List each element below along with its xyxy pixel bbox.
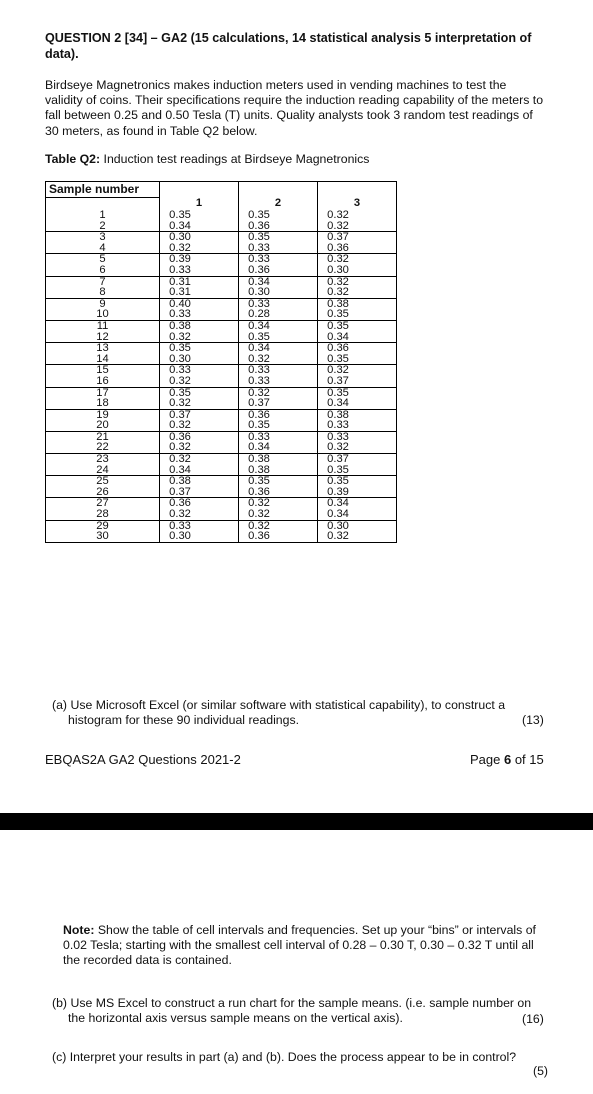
reading-cell: 0.38 [160, 476, 239, 487]
sample-number-cell: 4 [46, 243, 160, 254]
sample-number-cell: 23 [46, 454, 160, 465]
table-row [46, 531, 397, 542]
table-row [46, 509, 397, 520]
reading-cell: 0.32 [318, 210, 397, 221]
reading-cell: 0.33 [160, 520, 239, 531]
reading-cell: 0.30 [160, 531, 239, 542]
reading-cell: 0.32 [239, 354, 318, 365]
part-c-text: (c) Interpret your results in part (a) and (b). Does the process appear to be in control? [52, 1050, 517, 1064]
sample-number-cell: 19 [46, 409, 160, 420]
reading-cell: 0.35 [160, 210, 239, 221]
table-row [46, 487, 397, 498]
part-a [52, 698, 552, 728]
reading-cell: 0.36 [160, 431, 239, 442]
sample-number-cell: 1 [46, 210, 160, 221]
sample-number-cell: 5 [46, 254, 160, 265]
reading-cell: 0.32 [239, 387, 318, 398]
reading-cell: 0.35 [239, 232, 318, 243]
page-separator [0, 813, 593, 830]
sample-number-cell: 25 [46, 476, 160, 487]
sample-number-cell: 16 [46, 376, 160, 387]
part-c-marks: (5) [533, 1064, 549, 1078]
reading-cell: 0.32 [318, 221, 397, 232]
reading-cell: 0.31 [160, 287, 239, 298]
part-a-text: (a) Use Microsoft Excel (or similar software with statistical capability), to construct a histogram for these 90 individual readings. [52, 698, 506, 727]
reading-cell: 0.36 [239, 221, 318, 232]
reading-cell: 0.32 [239, 498, 318, 509]
table-row [46, 442, 397, 453]
sample-number-cell: 15 [46, 365, 160, 376]
reading-cell: 0.37 [239, 398, 318, 409]
reading-cell: 0.38 [160, 320, 239, 331]
column-header-1: 1 [160, 198, 239, 211]
sample-number-cell: 8 [46, 287, 160, 298]
reading-cell: 0.36 [318, 343, 397, 354]
sample-number-cell: 20 [46, 420, 160, 431]
reading-cell: 0.36 [239, 531, 318, 542]
table-caption-text: Induction test readings at Birdseye Magnetronics [103, 152, 370, 166]
reading-cell: 0.33 [239, 431, 318, 442]
reading-cell: 0.36 [239, 265, 318, 276]
reading-cell: 0.34 [318, 398, 397, 409]
sample-number-cell: 18 [46, 398, 160, 409]
sample-number-cell: 29 [46, 520, 160, 531]
reading-cell: 0.36 [160, 498, 239, 509]
reading-cell: 0.34 [318, 509, 397, 520]
reading-cell: 0.33 [160, 365, 239, 376]
sample-number-cell: 17 [46, 387, 160, 398]
table-row [46, 243, 397, 254]
reading-cell: 0.35 [318, 309, 397, 320]
reading-cell: 0.32 [160, 376, 239, 387]
sample-number-cell: 28 [46, 509, 160, 520]
footer-doc-code: EBQAS2A GA2 Questions 2021-2 [45, 752, 241, 767]
reading-cell: 0.35 [318, 476, 397, 487]
reading-cell: 0.33 [318, 431, 397, 442]
reading-cell: 0.33 [318, 420, 397, 431]
reading-cell: 0.37 [318, 376, 397, 387]
table-row [46, 398, 397, 409]
footer-page-number: Page 6 of 15 [470, 752, 544, 767]
sample-number-cell: 30 [46, 531, 160, 542]
reading-cell: 0.32 [160, 420, 239, 431]
reading-cell: 0.33 [239, 365, 318, 376]
reading-cell: 0.35 [239, 476, 318, 487]
reading-cell: 0.40 [160, 298, 239, 309]
part-c [52, 1050, 552, 1065]
table-row [46, 221, 397, 232]
reading-cell: 0.30 [318, 265, 397, 276]
reading-cell: 0.28 [239, 309, 318, 320]
reading-cell: 0.34 [160, 221, 239, 232]
reading-cell: 0.34 [318, 498, 397, 509]
reading-cell: 0.32 [160, 243, 239, 254]
table-row [46, 454, 397, 465]
sample-number-cell: 3 [46, 232, 160, 243]
column-header-3: 3 [318, 198, 397, 211]
question-title: QUESTION 2 [34] – GA2 (15 calculations, 14 statistical analysis 5 interpretation of data). [45, 31, 532, 61]
table-row [46, 320, 397, 331]
reading-cell: 0.34 [318, 332, 397, 343]
reading-cell: 0.34 [239, 442, 318, 453]
reading-cell: 0.35 [239, 420, 318, 431]
reading-cell: 0.35 [239, 210, 318, 221]
reading-cell: 0.32 [318, 254, 397, 265]
reading-cell: 0.34 [239, 320, 318, 331]
current-page: 6 [503, 752, 512, 767]
reading-cell: 0.31 [160, 276, 239, 287]
table-row [46, 354, 397, 365]
reading-cell: 0.36 [239, 409, 318, 420]
note-label: Note: [63, 923, 95, 937]
reading-cell: 0.38 [318, 298, 397, 309]
sample-number-cell: 22 [46, 442, 160, 453]
reading-cell: 0.35 [318, 387, 397, 398]
reading-cell: 0.32 [160, 509, 239, 520]
sample-number-cell: 7 [46, 276, 160, 287]
reading-cell: 0.32 [318, 531, 397, 542]
table-row [46, 265, 397, 276]
part-b [52, 996, 552, 1026]
reading-cell: 0.39 [318, 487, 397, 498]
part-b-text: (b) Use MS Excel to construct a run chart for the sample means. (i.e. sample number on the horizontal axis versus sample means on the vertical axis). [52, 996, 532, 1025]
reading-cell: 0.37 [318, 454, 397, 465]
reading-cell: 0.30 [160, 232, 239, 243]
reading-cell: 0.33 [160, 265, 239, 276]
reading-cell: 0.32 [239, 520, 318, 531]
sample-number-cell: 21 [46, 431, 160, 442]
table-row [46, 309, 397, 320]
reading-cell: 0.37 [318, 232, 397, 243]
table-caption [45, 152, 369, 166]
reading-cell: 0.32 [318, 442, 397, 453]
column-header-2: 2 [239, 198, 318, 211]
reading-cell: 0.32 [318, 287, 397, 298]
table-row [46, 210, 397, 221]
note [63, 923, 553, 968]
note-text: Show the table of cell intervals and frequencies. Set up your “bins” or intervals of 0.02 Tesla; starting with the smallest cell interval of 0.28 – 0.30 T, 0.30 – 0.32 T until all the recorded data is contained. [63, 923, 536, 967]
table-header-label: Sample number [46, 182, 160, 198]
reading-cell: 0.38 [239, 465, 318, 476]
sample-number-cell: 9 [46, 298, 160, 309]
reading-cell: 0.38 [318, 409, 397, 420]
part-a-marks: (13) [522, 713, 544, 727]
reading-cell: 0.38 [239, 454, 318, 465]
reading-cell: 0.34 [160, 465, 239, 476]
reading-cell: 0.30 [318, 520, 397, 531]
reading-cell: 0.32 [239, 509, 318, 520]
reading-cell: 0.35 [318, 465, 397, 476]
sample-number-cell: 10 [46, 309, 160, 320]
reading-cell: 0.34 [239, 343, 318, 354]
reading-cell: 0.34 [239, 276, 318, 287]
sample-number-cell: 12 [46, 332, 160, 343]
reading-cell: 0.37 [160, 409, 239, 420]
table-row [46, 287, 397, 298]
reading-cell: 0.39 [160, 254, 239, 265]
reading-cell: 0.32 [160, 332, 239, 343]
table-row [46, 465, 397, 476]
reading-cell: 0.33 [239, 298, 318, 309]
sample-number-cell: 27 [46, 498, 160, 509]
reading-cell: 0.33 [239, 254, 318, 265]
reading-cell: 0.33 [160, 309, 239, 320]
reading-cell: 0.32 [318, 276, 397, 287]
reading-cell: 0.35 [318, 354, 397, 365]
sample-number-cell: 26 [46, 487, 160, 498]
reading-cell: 0.35 [160, 387, 239, 398]
sample-number-cell: 13 [46, 343, 160, 354]
reading-cell: 0.37 [160, 487, 239, 498]
reading-cell: 0.35 [160, 343, 239, 354]
reading-cell: 0.35 [318, 320, 397, 331]
table-row [46, 376, 397, 387]
part-b-marks: (16) [522, 1012, 544, 1026]
table-caption-label: Table Q2: [45, 152, 101, 166]
readings-table [45, 181, 397, 543]
sample-number-cell: 14 [46, 354, 160, 365]
reading-cell: 0.36 [239, 487, 318, 498]
reading-cell: 0.30 [239, 287, 318, 298]
sample-number-cell: 2 [46, 221, 160, 232]
reading-cell: 0.33 [239, 243, 318, 254]
reading-cell: 0.32 [160, 442, 239, 453]
reading-cell: 0.30 [160, 354, 239, 365]
table-row [46, 332, 397, 343]
table-row [46, 420, 397, 431]
reading-cell: 0.32 [160, 398, 239, 409]
reading-cell: 0.35 [239, 332, 318, 343]
sample-number-cell: 24 [46, 465, 160, 476]
reading-cell: 0.32 [318, 365, 397, 376]
reading-cell: 0.32 [160, 454, 239, 465]
question-intro: Birdseye Magnetronics makes induction meters used in vending machines to test the validity of coins. Their specifications require the induction reading capability of the meters to fall between 0.25 and 0.50 Tesla (T) units. Quality analysts took 3 random test readings of 30 meters, as found in Table Q2 below. [45, 78, 544, 138]
sample-number-cell: 11 [46, 320, 160, 331]
sample-number-cell: 6 [46, 265, 160, 276]
reading-cell: 0.33 [239, 376, 318, 387]
reading-cell: 0.36 [318, 243, 397, 254]
